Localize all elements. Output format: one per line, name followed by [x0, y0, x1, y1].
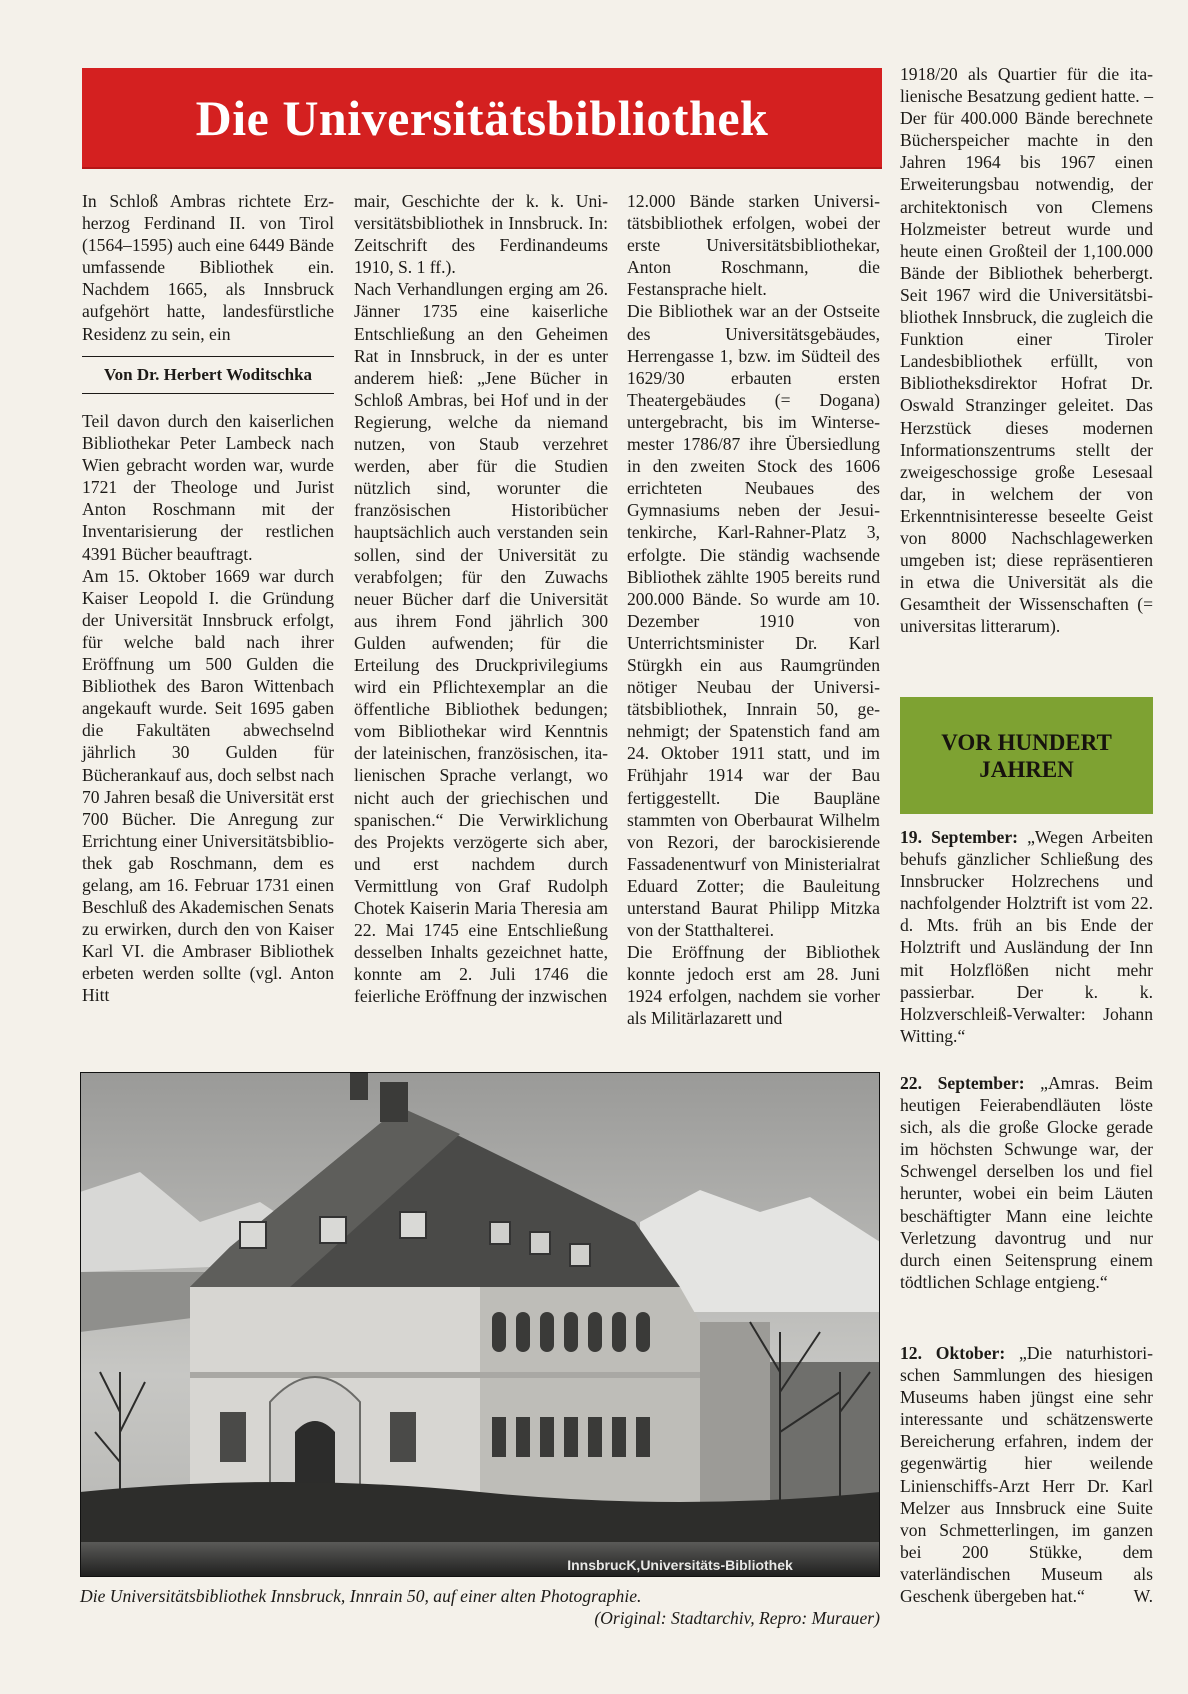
sidebar-entry	[900, 1072, 1153, 1293]
column-3	[627, 190, 880, 1030]
paragraph: Die Bibliothek war an der Ostseite des Universitätsgebäudes, Herrengasse 1, bzw. im Südteil des 1629/30 erbauten ersten Theatergebäudes (= Dogana) untergebracht, bis im Wintersemester 1786/87 ihre Übersiedlung in den zweiten Stock des 1606 errichteten Neubaues des Gymnasiums neben der Jesuitenkirche, Karl-Rahner-Platz 3, erfolgte. Die ständig wachsende Bibliothek zählte 1905 bereits rund 200.000 Bände. So wurde am 10. Dezember 1910 von Unterrichtsminister Dr. Karl Stürgkh ein aus Raumgründen nötiger Neubau der Universitätsbibliothek, Innrain 50, genehmigt; der Spatenstich fand am 24. Oktober 1911 statt, und im Frühjahr 1914 war der Bau fertiggestellt. Die Baupläne stammten von Oberbaurat Wilhelm von Rezori, der barockisierende Fassadenentwurf von Ministerialrat Eduard Zotter; die Bauleitung unterstand Baurat Philipp Mitzka von der Statthalterei.	[627, 301, 880, 941]
paragraph: 1918/20 als Quartier für die italienische Besatzung gedient hatte. – Der für 400.000 Bände berechnete Bücherspeicher machte in den Jahren 1964 bis 1967 einen Erweiterungsbau notwendig, der architektonisch von Clemens Holzmeister betreut wurde und heute einen Großteil der 1,100.000 Bände der Bibliothek beherbergt. Seit 1967 wird die Universitätsbibliothek Innsbruck, die zugleich die Funktion einer Tiroler Landesbibliothek erfüllt, von Bibliotheksdirektor Hofrat Dr. Oswald Stranzinger geleitet. Das Herzstück dieses modernen Informationszentrums stellt der zweigeschossige große Lesesaal dar, in welchem der von Erkenntnisinteresse beseelte Geist von 8000 Nachschlagewerken umgeben ist; diese repräsentieren in etwa die Universität als die Gesamtheit der Wissenschaften (= universitas litterarum).	[900, 64, 1153, 637]
paragraph: Nach Verhandlungen erging am 26. Jänner 1735 eine kaiserliche Entschließung an den Geheimen Rat in Innsbruck, in der es unter anderem hieß: „Jene Bücher in Schloß Ambras, bei Hof und in der Regierung, welche da niemand nutzen, von Staub verzehret werden, aber für die Studien nützlich sind, worunter die französischen Historibücher hauptsächlich auch verstanden sein sollen, sind der Universität zu verabfolgen; für den Zuwachs neuer Bücher darf die Universität aus ihrem Fond jährlich 300 Gulden aufwenden; für die Erteilung des Druckprivilegiums wird ein Pflichtexemplar an die öffentliche Bibliothek bedungen; vom Bibliothekar wird Kenntnis der lateinischen, französischen, italienischen Sprache verlangt, wo nicht auch der griechischen und spanischen.“ Die Verwirklichung des Projekts verzögerte sich aber, und erst nachdem durch Vermittlung von Graf Rudolph Chotek Kaiserin Maria Theresia am 22. Mai 1745 eine Entschließung desselben Inhalts gezeichnet hatte, konnte am 2. Juli 1746 die feierliche Eröffnung der inzwischen	[354, 279, 608, 1007]
paragraph: mair, Geschichte der k. k. Universitätsbibliothek in Innsbruck. In: Zeitschrift des Ferdinandeums 1910, S. 1 ff.).	[354, 191, 608, 278]
signature: W.	[1133, 1586, 1153, 1607]
sidebar-entry	[900, 826, 1153, 1047]
article-title: Die Universitätsbibliothek	[82, 68, 882, 169]
paragraph: 12.000 Bände starken Universitätsbibliothek erfolgen, wobei der erste Universitätsbibliothekar, Anton Roschmann, die Festansprache hielt.	[627, 191, 880, 300]
library-photo	[80, 1072, 880, 1577]
caption-text: Die Universitätsbibliothek Innsbruck, Innrain 50, auf einer alten Photographie.	[80, 1586, 642, 1606]
paragraph: Die Eröffnung der Bibliothek konnte jedoch erst am 28. Juni 1924 erfolgen, nachdem sie vorher als Militärlazarett und	[627, 942, 880, 1029]
paragraph: Am 15. Oktober 1669 war durch Kaiser Leopold I. die Gründung der Universität Innsbruck erfolgt, für welche bald nach ihrer Eröffnung um 500 Gulden die Bibliothek des Baron Wittenbach angekauft wurde. Seit 1695 gaben die Fakultäten abwechselnd jährlich 30 Gulden für Bücherankauf aus, doch selbst nach 70 Jahren besaß die Universität erst 700 Bücher. Die Anregung zur Errichtung einer Universitätsbibliothek gab Roschmann, dem es gelang, am 16. Februar 1731 einen Beschluß des Akademischen Senats zu erwirken, durch den von Kaiser Karl VI. die Ambraser Bibliothek erbeten werden sollte (vgl. Anton Hitt	[82, 565, 334, 1006]
author-byline: Von Dr. Herbert Woditschka	[82, 356, 334, 394]
entry-text: 22. September: „Amras. Beim heutigen Feierabendläuten löste sich, als die große Glocke gerade im höchsten Schwunge war, der Schwengel derselben los und fiel herunter, wobei ein beim Läuten beschäftigter Mann eine leichte Verletzung davontrug und nur durch einen Seitensprung einem tödtlichen Schlage entgieng.“	[900, 1073, 1153, 1292]
sidebar-entry	[900, 1342, 1153, 1607]
chimney	[380, 1082, 408, 1122]
sidebar-heading: VOR HUNDERT JAHREN	[900, 697, 1153, 814]
entry-text: 19. September: „Wegen Arbeiten behufs gänzlicher Schließung des Innsbrucker Holzrechens und nachfolgender Holztrift ist vom 22. d. Mts. früh an bis Ende der Holztrift und Ausländung der Inn mit Holzflößen nicht mehr passierbar. Der k. k. Holzverschleiß-Verwalter: Johann Witting.“	[900, 827, 1153, 1046]
caption-credit: (Original: Stadtarchiv, Repro: Murauer)	[594, 1608, 880, 1628]
paragraph: In Schloß Ambras richtete Erzherzog Ferdinand II. von Tirol (1564–1595) auch eine 6449 Bände umfassende Bibliothek ein. Nachdem 1665, als Innsbruck aufgehört hatte, landesfürstliche Residenz zu sein, ein	[82, 191, 334, 344]
column-4	[900, 63, 1153, 637]
column-2	[354, 190, 608, 1007]
entry-text: 12. Oktober: „Die naturhistorischen Sammlungen des hiesigen Museums haben jüngst eine sehr interessante und schätzenswerte Bereicherung erfahren, indem der gegenwärtig hier weilende Linienschiffs-Arzt Herr Dr. Karl Melzer aus Innsbruck eine Suite von Schmetterlingen, im ganzen bei 200 Stükke, dem vaterländischen Museum als Geschenk übergeben hat.“ W.	[900, 1343, 1154, 1607]
column-1	[82, 410, 334, 1007]
photo-label: InnsbrucK,Universitäts-Bibliothek	[567, 1557, 793, 1573]
column-1-lead	[82, 190, 334, 345]
paragraph: Teil davon durch den kaiserlichen Bibliothekar Peter Lambeck nach Wien gebracht worden war, wurde 1721 der Theologe und Jurist Anton Roschmann mit der Inventarisierung der restlichen 4391 Bücher beauftragt.	[82, 411, 334, 564]
photo-caption	[80, 1585, 880, 1629]
